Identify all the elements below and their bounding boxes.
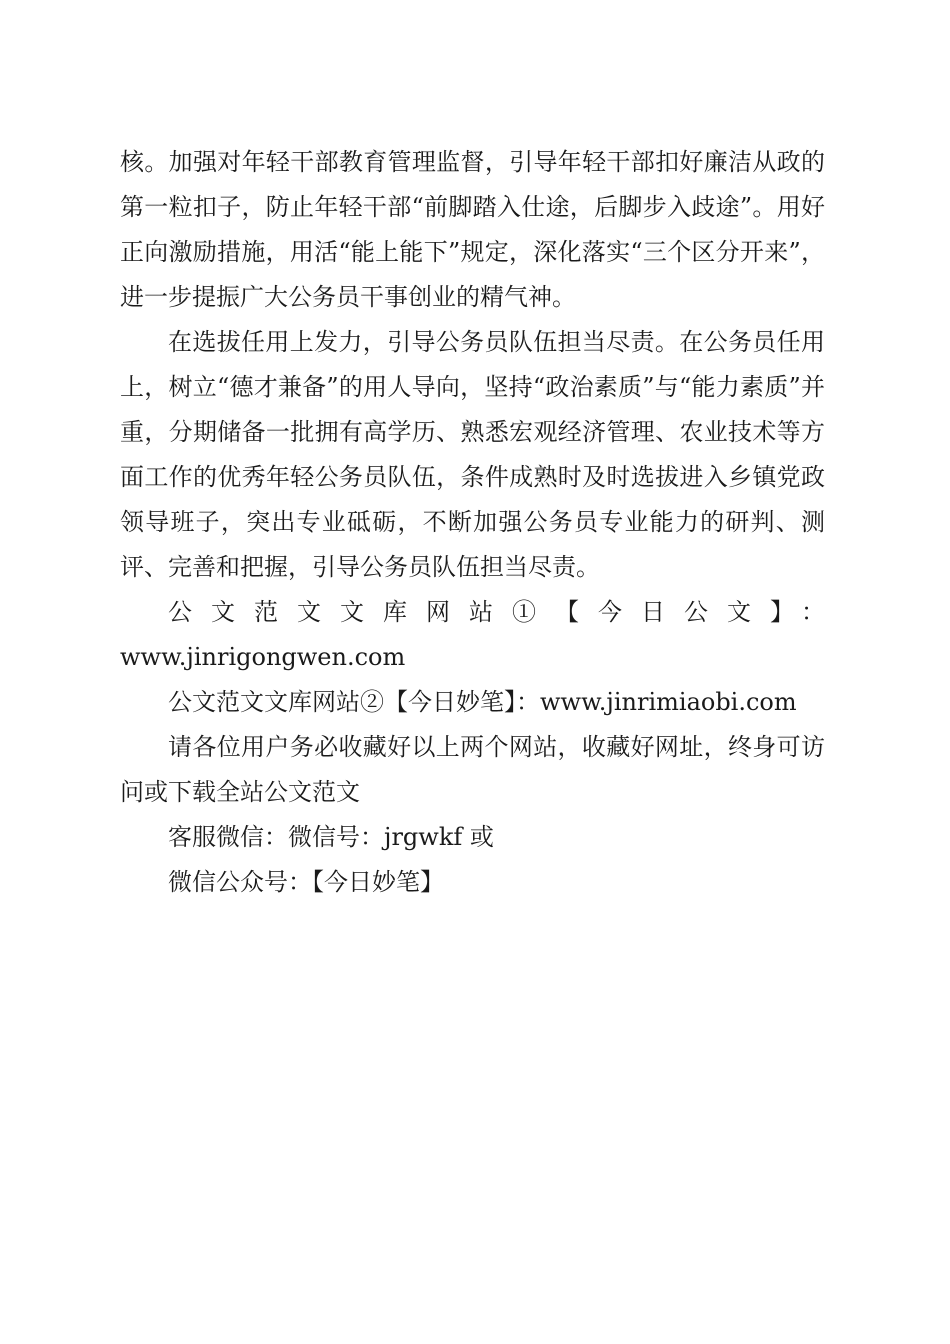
- site-1-line: [120, 590, 825, 635]
- body-paragraph-1: 核。加强对年轻干部教育管理监督，引导年轻干部扣好廉洁从政的第一粒扣子，防止年轻干部“前脚踏入仕途，后脚步入歧途”。用好正向激励措施，用活“能上能下”规定，深化落实“三个区分开来”，进一步提振广大公务员干事创业的精气神。: [120, 148, 825, 311]
- site-1-label: 公文范文文库网站①【今日公文】：: [168, 598, 825, 626]
- site-2-line: 公文范文文库网站②【今日妙笔】：www.jinrimiaobi.com: [168, 688, 797, 716]
- document-body: [120, 140, 825, 905]
- site-1-url[interactable]: www.jinrigongwen.com: [120, 643, 406, 671]
- public-account: 微信公众号：【今日妙笔】: [168, 868, 444, 896]
- service-wechat: 客服微信：微信号：jrgwkf 或: [168, 823, 494, 851]
- body-paragraph-2: 在选拔任用上发力，引导公务员队伍担当尽责。在公务员任用上，树立“德才兼备”的用人导向，坚持“政治素质”与“能力素质”并重，分期储备一批拥有高学历、熟悉宏观经济管理、农业技术等方面工作的优秀年轻公务员队伍，条件成熟时及时选拔进入乡镇党政领导班子，突出专业砥砺，不断加强公务员专业能力的研判、测评、完善和把握，引导公务员队伍担当尽责。: [120, 328, 825, 581]
- bookmark-notice: 请各位用户务必收藏好以上两个网站，收藏好网址，终身可访问或下载全站公文范文: [120, 733, 825, 806]
